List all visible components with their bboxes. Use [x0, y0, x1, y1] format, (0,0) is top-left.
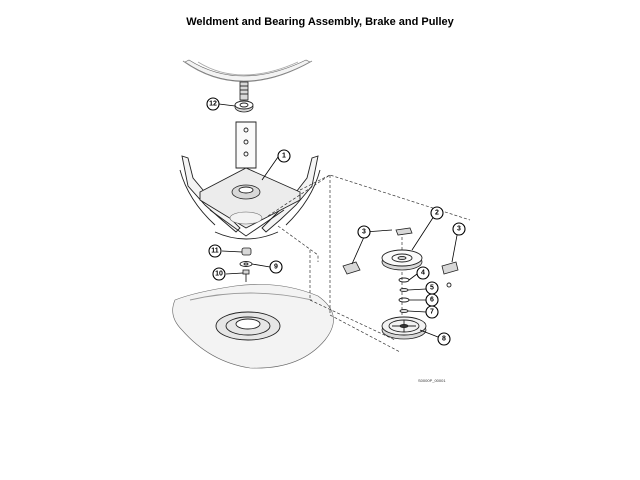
washers — [399, 278, 451, 313]
svg-text:3: 3 — [457, 225, 461, 233]
diagram-title: Weldment and Bearing Assembly, Brake and Pulley — [186, 16, 454, 28]
callout-11 — [209, 245, 221, 257]
svg-text:4: 4 — [421, 269, 425, 277]
pulley — [382, 317, 426, 339]
svg-text:11: 11 — [211, 247, 219, 255]
callout-3-right — [453, 223, 465, 235]
svg-text:9: 9 — [274, 263, 278, 271]
svg-text:10: 10 — [215, 270, 223, 278]
svg-text:8: 8 — [442, 335, 446, 343]
svg-text:12: 12 — [209, 100, 217, 108]
svg-text:3: 3 — [362, 228, 366, 236]
bearing — [235, 101, 253, 112]
shaft — [240, 82, 248, 100]
callout-3-left — [358, 226, 370, 238]
svg-text:2: 2 — [435, 209, 439, 217]
hardware-stack — [240, 248, 252, 282]
weldment — [180, 122, 320, 239]
tub-base — [173, 284, 334, 368]
callout-10 — [213, 268, 225, 280]
svg-text:7: 7 — [430, 308, 434, 316]
callout-12 — [207, 98, 219, 110]
callout-7 — [426, 306, 438, 318]
svg-text:1: 1 — [282, 152, 286, 160]
svg-text:6: 6 — [430, 296, 434, 304]
figure-code: S0000P_00001 — [418, 378, 446, 383]
callout-4 — [417, 267, 429, 279]
tub-top — [183, 60, 312, 82]
callout-9 — [270, 261, 282, 273]
callout-6 — [426, 294, 438, 306]
callout-1 — [278, 150, 290, 162]
callout-5 — [426, 282, 438, 294]
brake-drum — [382, 250, 422, 270]
callout-8 — [438, 333, 450, 345]
svg-text:5: 5 — [430, 284, 434, 292]
callout-2 — [431, 207, 443, 219]
